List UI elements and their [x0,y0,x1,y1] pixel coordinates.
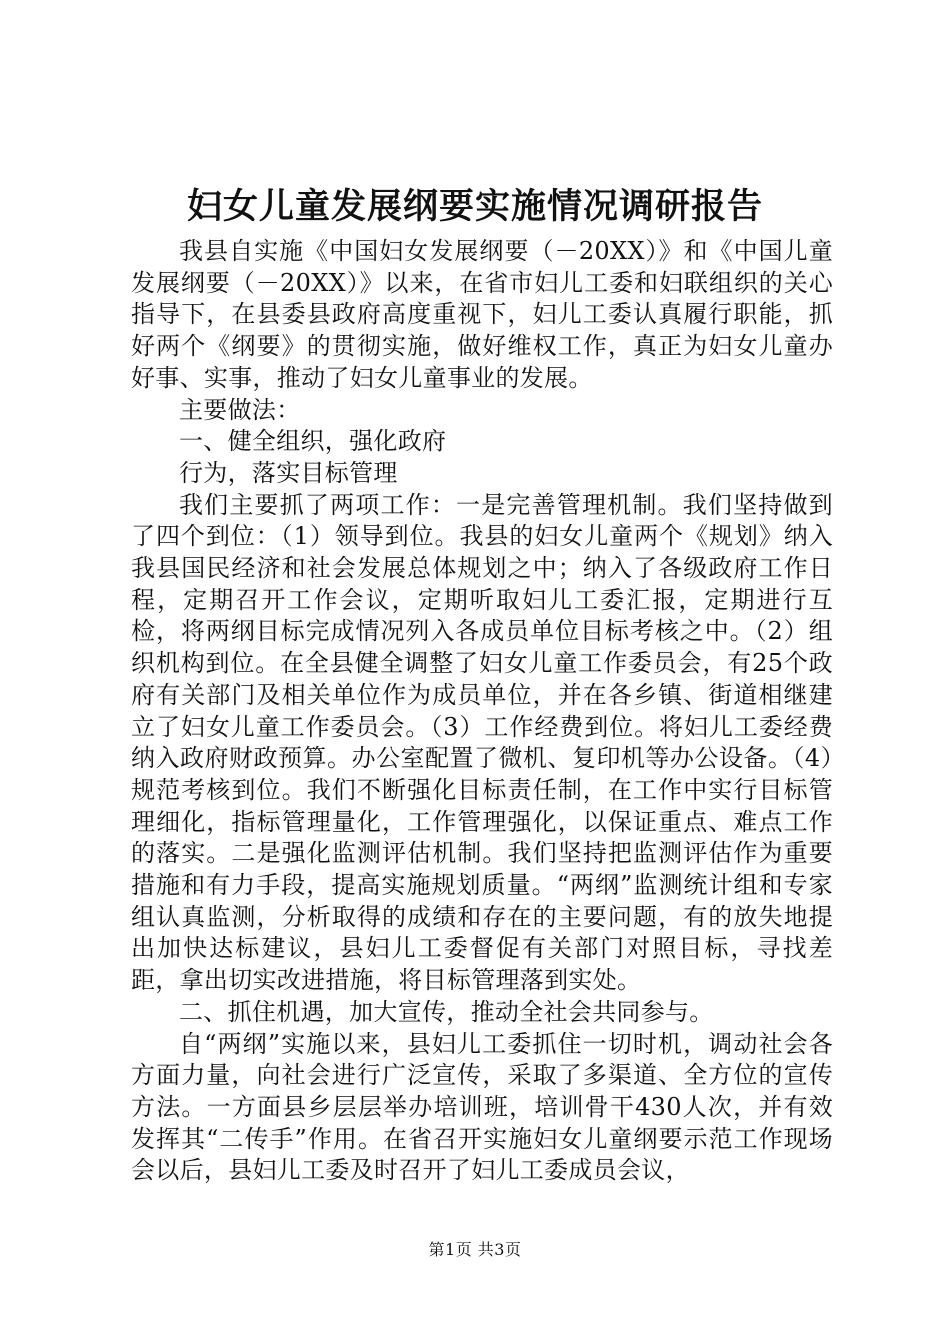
paragraph-section-2: 自“两纲”实施以来，县妇儿工委抓住一切时机，调动社会各方面力量，向社会进行广泛宣传，采取了多渠道、全方位的宣传方法。一方面县乡层层举办培训班，培训骨干430人次，并有效发挥其“二传手”作用。在省召开实施妇女儿童纲要示范工作现场会以后，县妇儿工委及时召开了妇儿工委成员会议， [131,1029,833,1185]
page-footer: 第1页 共3页 [428,1240,522,1259]
paragraph-main-methods: 主要做法： [179,395,301,424]
section-heading-1: 一、健全组织，强化政府 [179,427,447,456]
document-body [131,236,833,1187]
document-title: 妇女儿童发展纲要实施情况调研报告 [186,186,763,227]
section-heading-1-cont: 行为，落实目标管理 [179,458,398,487]
section-heading-2: 二、抓住机遇，加大宣传，推动全社会共同参与。 [179,997,714,1026]
paragraph-section-1: 我们主要抓了两项工作：一是完善管理机制。我们坚持做到了四个到位：（1）领导到位。我县的妇女儿童两个《规划》纳入我县国民经济和社会发展总体规划之中；纳入了各级政府工作日程，定期召开工作会议，定期听取妇儿工委汇报，定期进行互检，将两纲目标完成情况列入各成员单位目标考核之中。（2）组织机构到位。在全县健全调整了妇女儿童工作委员会，有25个政府有关部门及相关单位作为成员单位，并在各乡镇、街道相继建立了妇女儿童工作委员会。（3）工作经费到位。将妇儿工委经费纳入政府财政预算。办公室配置了微机、复印机等办公设备。（4）规范考核到位。我们不断强化目标责任制，在工作中实行目标管理细化，指标管理量化，工作管理强化，以保证重点、难点工作的落实。二是强化监测评估机制。我们坚持把监测评估作为重要措施和有力手段，提高实施规划质量。“两纲”监测统计组和专家组认真监测，分析取得的成绩和存在的主要问题，有的放失地提出加快达标建议，县妇儿工委督促有关部门对照目标，寻找差距，拿出切实改进措施，将目标管理落到实处。 [131,490,833,995]
paragraph-intro: 我县自实施《中国妇女发展纲要（－20XX）》和《中国儿童发展纲要（－20XX）》以来，在省市妇儿工委和妇联组织的关心指导下，在县委县政府高度重视下，妇儿工委认真履行职能，抓好两个《纲要》的贯彻实施，做好维权工作，真正为妇女儿童办好事、实事，推动了妇女儿童事业的发展。 [131,237,833,392]
